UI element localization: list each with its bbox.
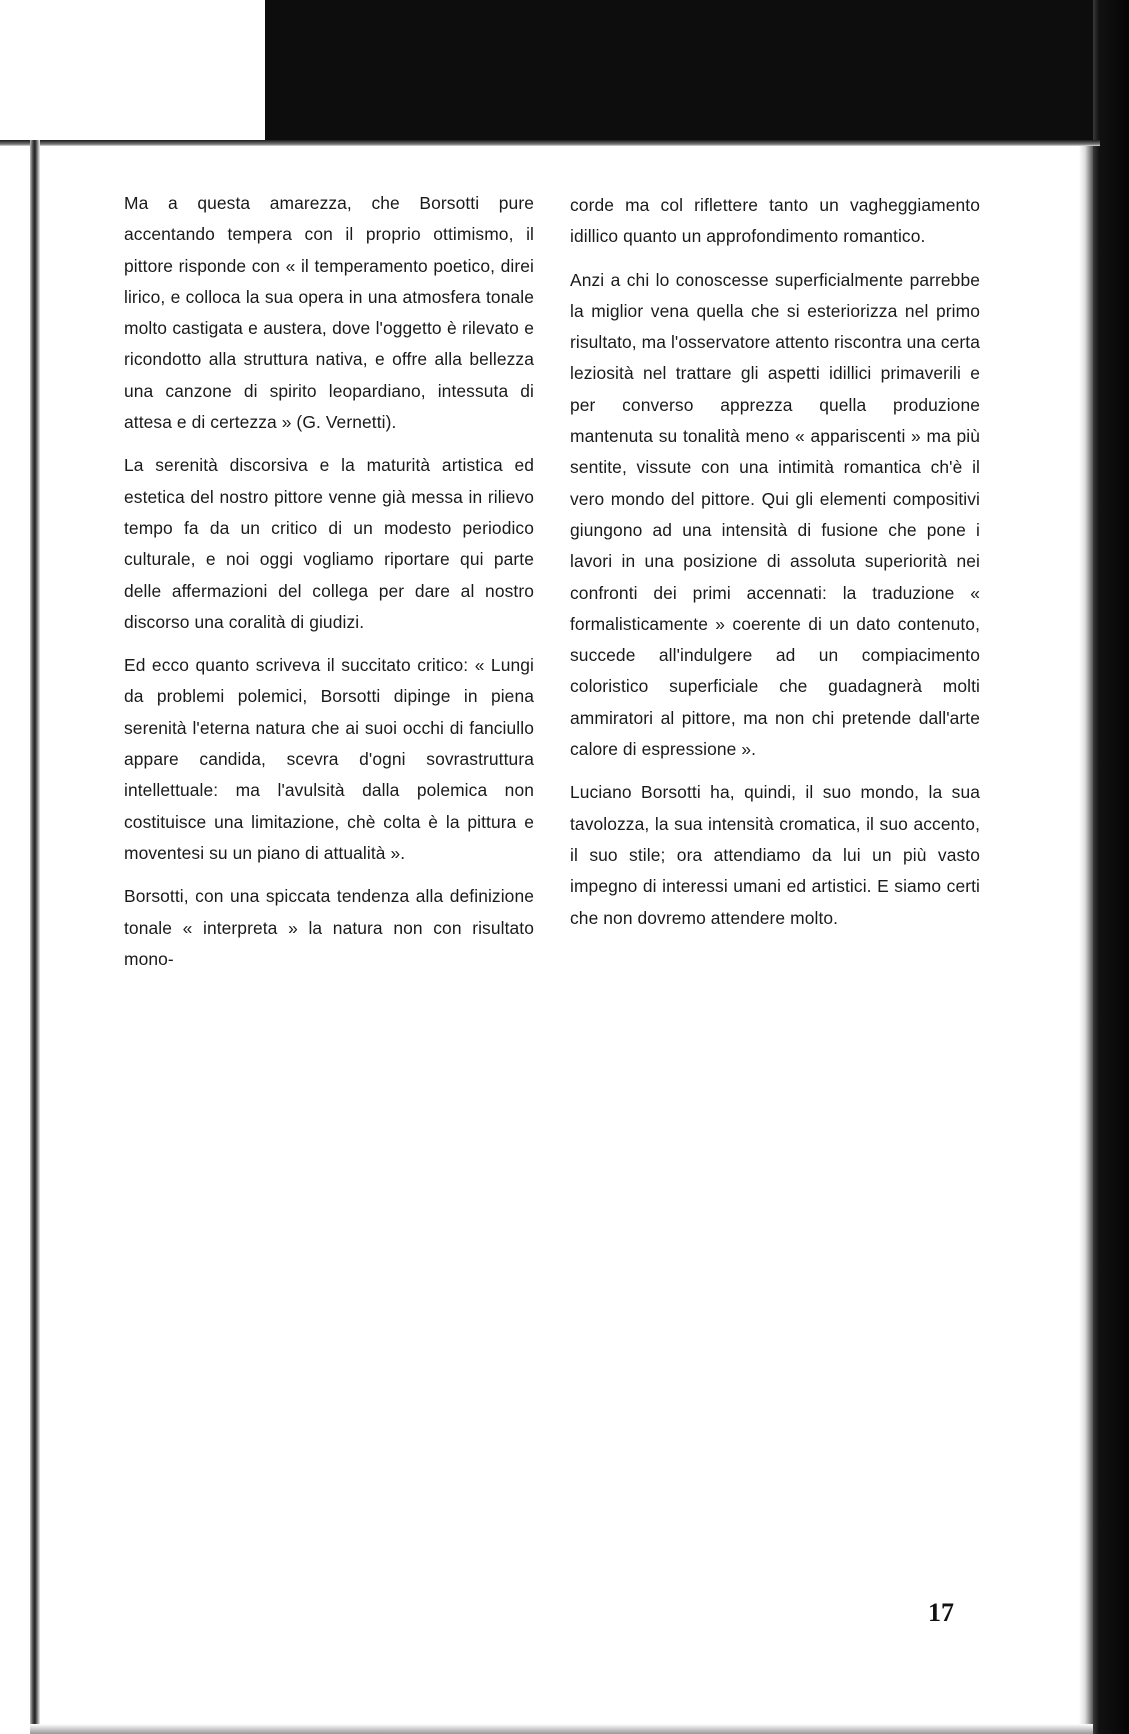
page-right-edge — [1079, 146, 1093, 1734]
scan-dark-border-top — [265, 0, 1129, 140]
paragraph: Luciano Borsotti ha, quindi, il suo mondo, la sua tavolozza, la sua intensità cromatica, il suo accento, il suo stile; ora attendiamo da lui un più vasto impegno di interessi umani ed artistici. E siamo certi che non dovremo attendere molto. — [570, 782, 980, 928]
right-text-column — [570, 190, 980, 946]
page-number: 17 — [928, 1598, 954, 1627]
paragraph: La serenità discorsiva e la maturità artistica ed estetica del nostro pittore venne già messa in rilievo tempo fa da un critico di un modesto periodico culturale, e noi oggi vogliamo riportare qui parte delle affermazioni del collega per dare al nostro discorso una coralità di giudizi. — [124, 455, 534, 632]
paragraph: Anzi a chi lo conoscesse superficialmente parrebbe la miglior vena quella che si esteriorizza nel primo risultato, ma l'osservatore attento riscontra una certa leziosità nel trattare gli aspetti idillici primaverili e per converso apprezza quella produzione mantenuta su tonalità meno « appariscenti » ma più sentite, vissute con una intimità romantica ch'è il vero mondo del pittore. Qui gli elementi compositivi giungono ad una intensità di fusione che pone i lavori in una posizione di assoluta superiorità nei confronti dei primi accennati: la traduzione « formalisticamente » coerente di un dato contenuto, succede all'indulgere ad un compiacimento coloristico superficiale che guadagnerà molti ammiratori al pittore, ma non chi pretende dall'arte calore di espressione ». — [570, 269, 980, 760]
page-top-edge — [0, 140, 1100, 146]
page-left-edge — [30, 140, 40, 1734]
scan-dark-border-right — [1093, 0, 1129, 1734]
paragraph: Borsotti, con una spiccata tendenza alla definizione tonale « interpreta » la natura non con risultato mono- — [124, 886, 534, 969]
page-bottom-edge — [30, 1724, 1093, 1734]
paragraph: corde ma col riflettere tanto un vagheggiamento idillico quanto un approfondimento romantico. — [570, 195, 980, 247]
left-text-column — [124, 188, 534, 987]
paragraph: Ma a questa amarezza, che Borsotti pure accentando tempera con il proprio ottimismo, il pittore risponde con « il temperamento poetico, direi lirico, e colloca la sua opera in una atmosfera tonale molto castigata e austera, dove l'oggetto è rilevato e ricondotto alla struttura nativa, e offre alla bellezza una canzone di spirito leopardiano, intessuta di attesa e di certezza » (G. Vernetti). — [124, 193, 534, 433]
paragraph: Ed ecco quanto scriveva il succitato critico: « Lungi da problemi polemici, Borsotti dipinge in piena serenità l'eterna natura che ai suoi occhi di fanciullo appare candida, scevra d'ogni sovrastruttura intellettuale: ma l'avulsità dalla polemica non costituisce una limitazione, chè colta è la pittura e moventesi su un piano di attualità ». — [124, 655, 534, 863]
